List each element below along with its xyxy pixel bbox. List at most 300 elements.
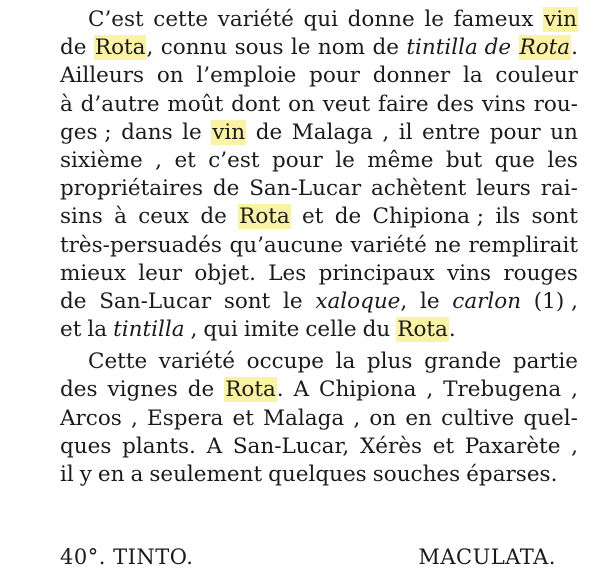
word-group [434,232,461,260]
word: le [335,147,355,173]
word-group [452,288,521,316]
highlighted-word: Rota [397,317,448,343]
word-group [319,260,435,288]
word: de [60,288,87,314]
word: pour [489,119,541,145]
word: , [382,119,390,145]
word: on [156,63,184,89]
highlighted-word: Rota [94,35,146,61]
word: tintilla de [406,35,512,61]
word-group [335,147,355,175]
text-line [60,175,578,203]
word: de [212,176,240,202]
word-group [60,405,122,433]
word: A [206,433,223,459]
word: y [79,462,92,487]
word-group [174,147,195,175]
word-group [523,405,577,433]
word-group [424,6,444,34]
word: on [369,405,397,431]
word: de [255,119,283,145]
word: Arcos [60,405,122,431]
word-group [88,348,147,376]
word: à [60,91,73,117]
word: , [146,35,154,61]
word: très-persuadés [60,232,222,258]
word-group [292,119,373,147]
word: donne [347,7,415,32]
word: tintilla [113,317,185,343]
text-line [60,6,578,34]
word: à [114,204,127,230]
word-group [159,348,235,376]
word: même [367,147,434,173]
word: cultive [441,405,515,431]
word: principaux [318,260,435,286]
word: (1) , [533,288,578,314]
word-group [272,147,323,175]
word: il [398,119,413,145]
word-group [495,62,578,90]
word-group [405,405,432,433]
text-line [60,62,578,90]
word-group [229,232,343,260]
word: couleur [495,63,578,89]
word-group [283,288,303,316]
word: plus [366,349,413,375]
text-line [60,203,578,231]
word: variété [350,232,427,258]
word: sixième [60,147,143,173]
word: le [290,35,311,61]
word: ges ; [60,119,112,145]
word: des [436,91,475,117]
word-group [482,91,526,119]
word-group [424,348,501,376]
word-group [60,316,81,344]
highlighted-word: vin [212,119,246,145]
word-group [373,461,460,489]
word: d’autre [80,91,160,117]
word-group [367,147,433,175]
word-group [378,91,429,119]
word-group [534,288,578,316]
word: la [462,63,483,89]
word: Malaga [263,405,345,431]
page-footer [60,545,556,569]
word-group [371,175,466,203]
word-group [433,433,454,461]
word: pour [271,147,323,173]
word-group [353,405,360,433]
word: et [302,204,324,230]
highlighted-word: Rota [519,35,571,61]
word: rai- [540,176,578,202]
text-line [60,119,578,147]
word: a [130,462,144,487]
word-group [247,348,324,376]
word-group [60,62,144,90]
footer-entry-name: MACULATA. [418,545,556,569]
word-group [468,232,578,260]
word-group [244,316,300,344]
word-group [60,461,74,489]
word: carlon [452,288,522,314]
word-group [122,433,196,461]
text-line [60,288,578,316]
word-group [465,433,561,461]
word-group [131,405,138,433]
word: donner [372,63,451,89]
word-group [233,433,349,461]
word-group [490,119,541,147]
text-line [60,433,578,461]
word: , [353,405,361,431]
word: , [155,147,163,173]
word-group [98,461,125,489]
word-group [426,376,433,404]
text-line [60,405,578,433]
word-group [167,91,223,119]
word-group [466,461,557,489]
word: et [174,147,196,173]
word-group [547,147,578,175]
footer-entry-number: 40°. TINTO. [60,545,194,569]
word-group [138,260,182,288]
word-group [224,288,270,316]
word: achètent [370,176,467,202]
word-group [94,34,153,62]
word: sous [234,35,284,61]
word-group [305,316,356,344]
word-group [268,461,367,489]
word-group [315,288,407,316]
word-group [249,175,361,203]
word: de [187,377,215,403]
word: San-Lucar, [232,433,350,459]
word-group [99,288,211,316]
word: le [419,288,440,314]
word-group [88,6,144,34]
word: des [60,377,98,403]
word-group [436,91,474,119]
word-group [323,91,370,119]
word: . [276,377,284,403]
word: variété [217,7,294,32]
word: grande [424,349,502,375]
word: sins [60,204,103,230]
word-group [60,433,111,461]
word-group [360,433,422,461]
word-group [372,34,399,62]
word: pour [309,63,360,89]
word-group [153,6,208,34]
word-group [203,316,238,344]
word: Chipiona [319,377,417,403]
word-group [348,6,415,34]
word: le [182,119,202,145]
word-group [351,232,427,260]
word: entre [422,119,481,145]
word: ne [434,232,461,258]
word: ceux [138,204,189,230]
word-group [318,34,365,62]
word-group [447,260,491,288]
word-group [224,376,283,404]
word: c’est [208,147,260,173]
word-group [288,91,315,119]
word: partie [512,349,578,375]
word: Chipiona ; [372,204,485,230]
word-group [188,376,215,404]
word-group [571,433,578,461]
word: et [60,317,82,343]
word: propriétaires [60,176,203,202]
text-line [60,147,578,175]
word-group [60,203,103,231]
word: quel- [523,405,578,431]
text-line [60,348,578,376]
word: . [448,317,456,343]
text-line [60,461,578,489]
word-group [147,405,223,433]
word-group [218,6,294,34]
word: la [87,317,108,343]
word-group [406,34,511,62]
word: C’est [88,7,144,32]
word: Ailleurs [60,63,145,89]
word: connu [160,35,228,61]
word: et [432,433,455,459]
word: l’emploie [196,63,297,89]
text-line [60,376,578,404]
word-group [373,203,485,231]
word-group [114,203,127,231]
word-group [157,62,184,90]
word-group [446,147,482,175]
word-group [454,6,534,34]
word: du [362,317,391,343]
word: de [372,35,399,61]
word-group [541,175,578,203]
word: A [293,377,310,403]
word-group [194,260,256,288]
word: qu’aucune [229,232,344,258]
word-group [107,376,177,404]
word-group [131,461,144,489]
word-group [399,119,413,147]
word: un [550,119,578,145]
highlighted-word: vin [544,7,577,32]
word-group [443,376,561,404]
text-line [60,232,578,260]
word: objet. [194,260,256,286]
word: les [547,147,578,173]
word: Malaga [291,119,373,145]
word-group [60,147,143,175]
word-group [363,316,391,344]
word-group [550,119,578,147]
word-group [420,288,440,316]
word: nom [317,35,366,61]
word-group [60,175,203,203]
text-line [60,316,578,344]
word-group [534,91,578,119]
word: Paxarète [464,433,561,459]
word: le [424,7,444,32]
word-group [81,91,160,119]
word: remplirait [468,232,578,258]
word-group [367,348,413,376]
word: dans [121,119,173,145]
highlighted-word: Rota [225,377,276,403]
word: , [131,405,138,431]
word-group [503,260,578,288]
word-group [213,175,240,203]
body-text [60,6,578,489]
word-group [268,260,306,288]
word: , [400,288,408,314]
word-group [304,6,339,34]
word-group [422,119,480,147]
word: éparses. [466,462,558,487]
word-group [396,316,455,344]
word: vignes [107,377,178,403]
word: . [571,35,578,61]
word: qui [203,317,238,343]
word-group [495,203,520,231]
word-group [335,203,362,231]
word-group [113,316,184,344]
word: celle [305,317,357,343]
highlighted-word: Rota [239,204,290,230]
word: vins [481,91,526,117]
word: seulement [149,462,263,487]
word: San-Lucar [99,288,212,314]
word-group [513,348,578,376]
word-group [161,34,228,62]
word-group [60,119,112,147]
word-group [200,203,227,231]
word: vins [447,260,492,286]
word: Espera [147,405,224,431]
word: occupe [246,349,324,375]
word-group [60,376,98,404]
word-group [121,119,172,147]
word-group [263,405,344,433]
paragraph [60,6,578,344]
word: Trebugena [443,377,562,403]
word-group [319,376,416,404]
word-group [138,203,189,231]
word: leur [138,260,183,286]
word-group [441,405,514,433]
word-group [60,260,126,288]
word: dont [231,91,281,117]
word: de [334,204,362,230]
word-group [476,175,531,203]
word: imite [243,317,300,343]
word: variété [158,349,236,375]
paragraph [60,348,578,489]
word-group [60,232,222,260]
word: quelques [268,462,367,487]
word: , [190,317,198,343]
word: et [232,405,254,431]
word: qui [303,7,339,32]
word-group [149,461,262,489]
word-group [309,62,360,90]
word: faire [377,91,429,117]
word-group [191,316,198,344]
word: , [571,433,578,459]
word: la [335,349,356,375]
word-group [182,119,202,147]
word-group [256,119,283,147]
word-group [302,203,323,231]
word-group [571,376,578,404]
word: rouges [503,260,578,286]
word-group [211,119,246,147]
word-group [60,288,87,316]
word: rou- [533,91,578,117]
word-group [207,433,223,461]
word: il [60,462,74,487]
word: ques [60,433,112,459]
word: on [288,91,315,117]
text-line [60,260,578,288]
word-group [369,405,396,433]
word-group [233,405,254,433]
word-group [495,147,535,175]
word: de [200,204,227,230]
word: , [571,377,578,403]
text-line [60,34,578,62]
word: sont [223,288,271,314]
word-group [60,91,73,119]
word-group [196,62,296,90]
word: San-Lucar [249,176,362,202]
word-group [543,6,578,34]
word-group [208,147,259,175]
word: veut [322,91,371,117]
word-group [294,376,310,404]
word: moût [167,91,224,117]
word: mieux [60,260,126,286]
word: de [60,35,87,61]
word-group [463,62,483,90]
word-group [373,62,450,90]
word-group [336,348,356,376]
word: Les [268,260,307,286]
word: , [426,377,434,403]
word: Xérès [359,433,423,459]
word-group [382,119,389,147]
word: en [405,405,432,431]
word: leurs [476,176,531,202]
word-group [87,316,107,344]
word: cette [153,7,209,32]
word: but [445,147,483,173]
word: en [97,462,125,487]
word-group [235,34,284,62]
text-line [60,91,578,119]
word: que [494,147,535,173]
word: souches [372,462,461,487]
word-group [80,461,92,489]
word-group [231,91,280,119]
word: fameux [453,7,534,32]
